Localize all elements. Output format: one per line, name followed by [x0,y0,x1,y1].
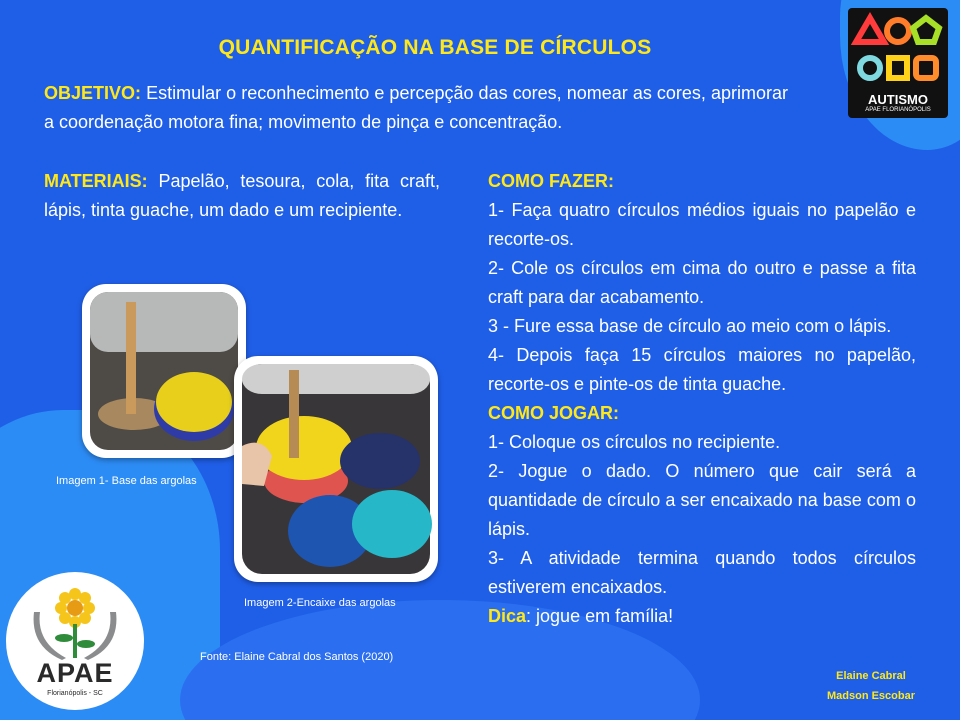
objetivo-label: OBJETIVO: [44,83,142,103]
author-name: Elaine Cabral [836,670,906,682]
materiais-paragraph [44,167,440,225]
caption-image-1: Imagem 1- Base das argolas [56,475,197,487]
instructions-column [488,167,916,631]
objetivo-paragraph [44,79,788,137]
como-fazer-step: 4- Depois faça 15 círculos maiores no papelão, recorte-os e pinte-os de tinta guache. [488,345,916,394]
materiais-label: MATERIAIS: [44,171,148,191]
como-fazer-step: 3 - Fure essa base de círculo ao meio com o lápis. [488,316,892,336]
source-credit: Fonte: Elaine Cabral dos Santos (2020) [200,651,394,663]
autismo-logo-sub: APAE FLORIANÓPOLIS [865,107,931,113]
como-fazer-step: 1- Faça quatro círculos médios iguais no papelão e recorte-os. [488,200,916,249]
como-fazer-step: 2- Cole os círculos em cima do outro e passe a fita craft para dar acabamento. [488,258,916,307]
autismo-shapes-icon [848,8,948,92]
photo-base-argolas [82,284,246,458]
objetivo-text: Estimular o reconhecimento e percepção das cores, nomear as cores, aprimorar a coordenação motora fina; movimento de pinça e concentração. [44,83,788,132]
author-name: Madson Escobar [826,690,916,702]
page-title: QUANTIFICAÇÃO NA BASE DE CÍRCULOS [218,36,652,59]
autismo-logo [848,8,948,118]
como-jogar-step: 2- Jogue o dado. O número que cair será a quantidade de círculo a ser encaixado na base com o lápis. [488,461,916,539]
caption-image-2: Imagem 2-Encaixe das argolas [244,597,396,609]
apae-logo-city: Florianópolis - SC [47,690,103,697]
dica-label: Dica [488,606,527,626]
sunflower-hands-icon [6,572,144,662]
autismo-logo-name: AUTISMO [868,92,928,107]
apae-logo-name: APAE [36,658,114,688]
apae-logo [6,572,144,710]
como-jogar-step: 1- Coloque os círculos no recipiente. [488,432,781,452]
dica-text: : jogue em família! [526,606,674,626]
materiais-text: Papelão, tesoura, cola, fita craft, lápis, tinta guache, um dado e um recipiente. [44,171,440,220]
como-jogar-label: COMO JOGAR: [488,403,620,423]
dica-line [488,602,916,631]
authors [808,666,934,706]
photo-encaixe-argolas [234,356,438,582]
como-fazer-label: COMO FAZER: [488,171,614,191]
como-jogar-step: 3- A atividade termina quando todos círculos estiverem encaixados. [488,548,916,597]
